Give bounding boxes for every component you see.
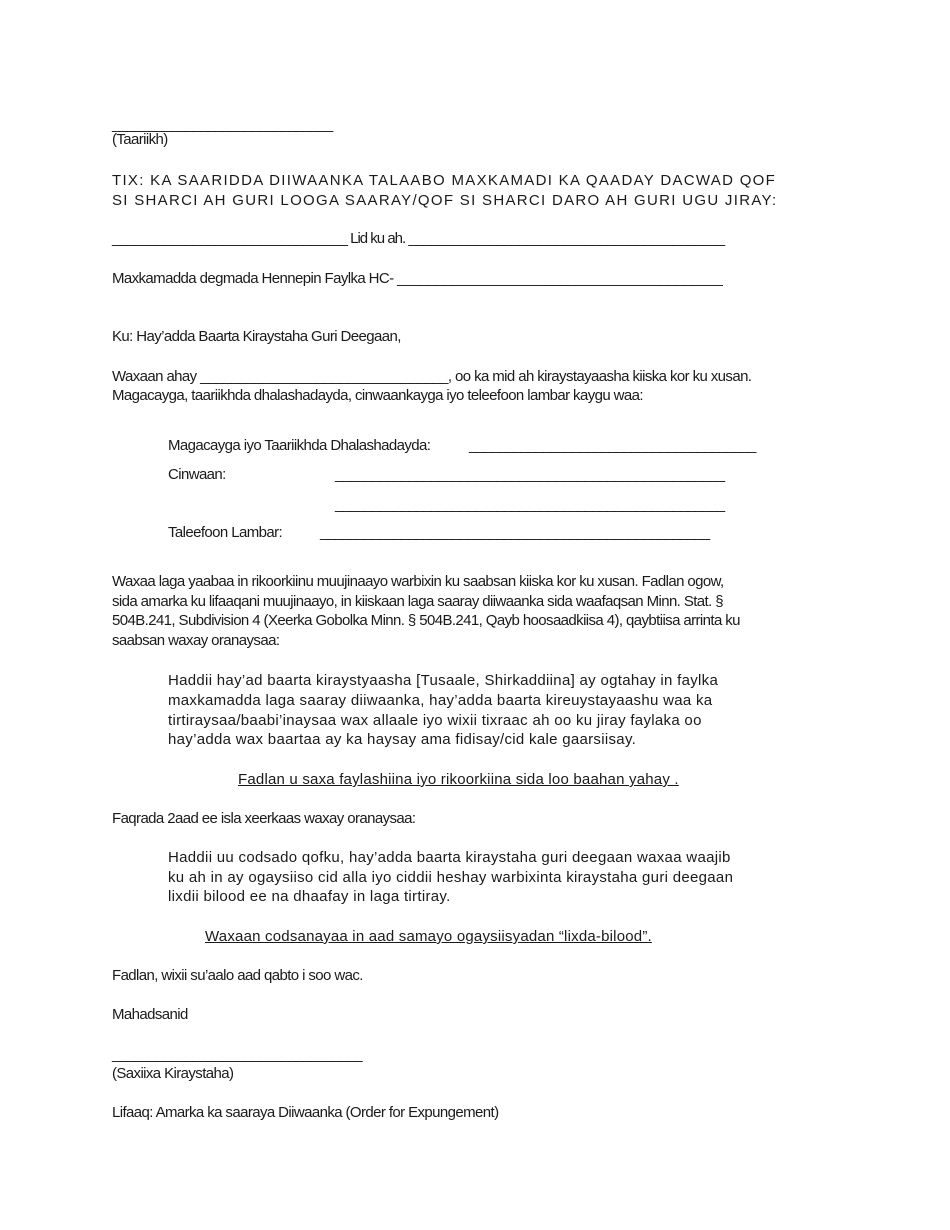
date-line: ______________________________: [112, 116, 333, 133]
request-correct-files: Fadlan u saxa faylashiina iyo rikoorkiina sida loo baahan yahay .: [238, 771, 679, 788]
section2-intro: Faqrada 2aad ee isla xeerkaas waxay oranaysaa:: [112, 810, 416, 827]
quote2-line-2: ku ah in ay ogaysiiso cid alla iyo ciddii heshay warbixinta kiraystaha guri deegaan: [168, 869, 734, 886]
phone-label: Taleefoon Lambar:: [168, 524, 283, 541]
paragraph1-line-3: 504B.241, Subdivision 4 (Xeerka Gobolka Minn. § 504B.241, Qayb hoosaadkiisa 4), qaybtiisa arrinta ku: [112, 612, 740, 629]
signature-label: (Saxiixa Kiraystaha): [112, 1065, 234, 1082]
subject-line-2: SI SHARCI AH GURI LOOGA SAARAY/QOF SI SHARCI DARO AH GURI UGU JIRAY:: [112, 192, 778, 209]
signature-line[interactable]: __________________________________: [112, 1046, 362, 1063]
address-field-2[interactable]: _____________________________________________________: [335, 496, 725, 513]
address-label: Cinwaan:: [168, 466, 226, 483]
address-field-1[interactable]: _____________________________________________________: [335, 466, 725, 483]
paragraph1-line-1: Waxaa laga yaabaa in rikoorkiinu muujinaayo warbixin ku saabsan kiiska kor ku xusan. Fadlan ogow,: [112, 573, 724, 590]
quote1-line-4: hay’adda wax baartaa ay ka haysay ama fidisay/cid kale gaarsiisay.: [168, 731, 637, 748]
attachment-note: Lifaaq: Amarka ka saaraya Diiwaanka (Order for Expungement): [112, 1104, 499, 1121]
paragraph1-line-2: sida amarka ku lifaaqani muujinaayo, in kiiskaan laga saaray diiwaanka sida waafaqsan Minn. Stat. §: [112, 593, 723, 610]
court-file-line: Maxkamadda degmada Hennepin Faylka HC- __________________________________________: [112, 270, 723, 287]
quote2-line-3: lixdii bilood ee na dhaafay in laga tirtiray.: [168, 888, 451, 905]
closing-question: Fadlan, wixii su’aalo aad qabto i soo wac.: [112, 967, 363, 984]
quote1-line-1: Haddii hay’ad baarta kiraystyaasha [Tusaale, Shirkaddiina] ay ogtahay in faylka: [168, 672, 719, 689]
quote2-line-1: Haddii uu codsado qofku, hay’adda baarta kiraystaha guri deegaan waxaa waajib: [168, 849, 731, 866]
addressee: Ku: Hay’adda Baarta Kiraystaha Guri Deegaan,: [112, 328, 401, 345]
sign-off: Mahadsanid: [112, 1006, 188, 1023]
subject-line-1: TIX: KA SAARIDDA DIIWAANKA TALAABO MAXKAMADI KA QAADAY DACWAD QOF: [112, 172, 777, 189]
case-parties-line: ________________________________ Lid ku ah. ___________________________________________: [112, 230, 725, 247]
phone-field[interactable]: _____________________________________________________: [320, 524, 710, 541]
quote1-line-2: maxkamadda laga saaray diiwaanka, hay’adda baarta kireuystayaashu waa ka: [168, 692, 713, 709]
quote1-line-3: tirtiraysaa/baabi’inaysaa wax allaale iyo wixii tixraac ah oo ku jiray faylaka oo: [168, 712, 702, 729]
paragraph1-line-4: saabsan waxay oranaysaa:: [112, 632, 280, 649]
request-six-month-notice: Waxaan codsanayaa in aad samayo ogaysiisyadan “lixda-bilood”.: [205, 928, 652, 945]
date-label: (Taariikh): [112, 131, 168, 148]
intro-line-1: Waxaan ahay ________________________________, oo ka mid ah kiraystayaasha kiiska kor ku xusan.: [112, 368, 752, 385]
name-dob-label: Magacayga iyo Taariikhda Dhalashadayda:: [168, 437, 431, 454]
name-dob-field[interactable]: _______________________________________: [469, 437, 756, 454]
intro-line-2: Magacayga, taariikhda dhalashadayda, cinwaankayga iyo teleefoon lambar kaygu waa:: [112, 387, 643, 404]
